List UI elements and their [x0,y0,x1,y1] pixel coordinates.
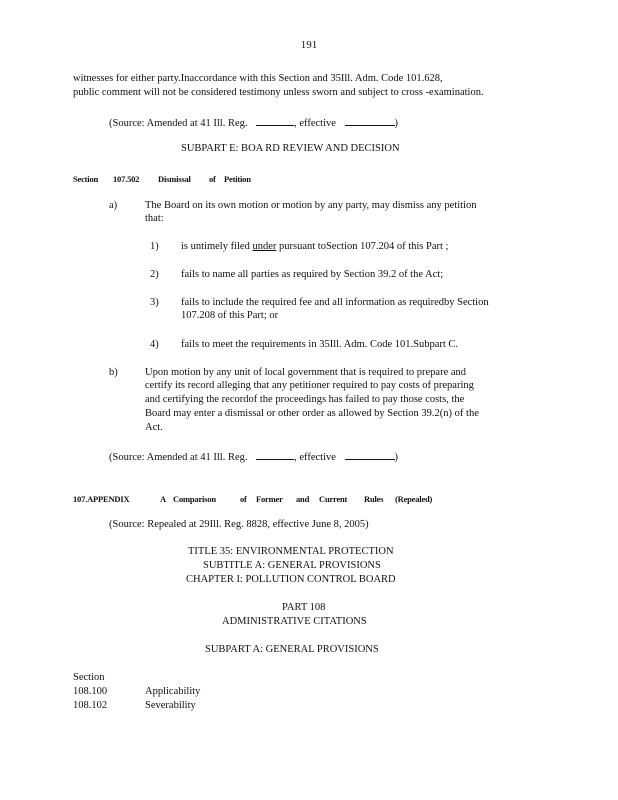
source-prefix: (Source: Amended at 41 Ill. Reg. [109,452,248,463]
item-b-marker: b) [109,367,118,378]
blank-reg-line [256,115,294,126]
sub-item-1-text-b: pursuant toSection 107.204 of this Part ; [276,241,449,252]
section-number: 107.502 [113,174,140,184]
source-amended-1 [109,115,398,131]
appendix-word-rules: Rules [364,494,384,504]
page-number: 191 [300,39,318,51]
section-title-word-1: Dismissal [158,174,191,184]
sub-item-1-marker: 1) [150,241,159,252]
section-title-word-2: of [209,174,216,184]
item-b-line-1: Upon motion by any unit of local government that is required to prepare and [145,367,467,378]
subpart-e-heading: SUBPART E: BOA RD REVIEW AND DECISION [181,143,400,154]
subtitle-line: SUBTITLE A: GENERAL PROVISIONS [203,560,381,571]
part-name-line: ADMINISTRATIVE CITATIONS [222,616,367,627]
toc-row-2-title: Severability [145,700,196,711]
intro-line-2: public comment will not be considered testimony unless sworn and subject to cross -examination. [73,87,484,98]
blank-effective-line [345,115,395,126]
subpart-a-heading: SUBPART A: GENERAL PROVISIONS [205,644,379,655]
section-title-word-3: Petition [224,174,251,184]
source-amended-2 [109,449,398,465]
appendix-word-former: Former [256,494,283,504]
sub-item-1-text-a: is untimely filed [181,241,250,252]
appendix-word-of: of [240,494,247,504]
sub-item-3-marker: 3) [150,297,159,308]
title-line: TITLE 35: ENVIRONMENTAL PROTECTION [188,546,394,557]
item-b-line-4: Board may enter a dismissal or other order as allowed by Section 39.2(n) of the [145,408,479,419]
section-label: Section [73,174,99,184]
blank-effective-line [345,449,395,460]
item-b-line-5: Act. [145,422,163,433]
appendix-word-repealed: (Repealed) [395,494,433,504]
item-a-line-2: that: [145,213,164,224]
source-suffix: ) [394,118,399,129]
item-a-line-1: The Board on its own motion or motion by any party, may dismiss any petition [145,200,477,211]
toc-row-2-num: 108.102 [73,700,108,711]
toc-row-1-title: Applicability [145,686,201,697]
source-middle: , effective [294,452,336,463]
item-a-marker: a) [109,200,118,211]
sub-item-2-text: fails to name all parties as required by Section 39.2 of the Act; [181,269,444,280]
source-suffix: ) [394,452,399,463]
sub-item-2-marker: 2) [150,269,159,280]
appendix-word-current: Current [319,494,348,504]
sub-item-4-text: fails to meet the requirements in 35Ill. Adm. Code 101.Subpart C. [181,339,459,350]
appendix-letter: A [160,494,166,504]
chapter-line: CHAPTER I: POLLUTION CONTROL BOARD [186,574,396,585]
source-prefix: (Source: Amended at 41 Ill. Reg. [109,118,248,129]
intro-line-1: witnesses for either party.Inaccordance with this Section and 35Ill. Adm. Code 101.628, [73,73,443,84]
appendix-word-and: and [296,494,310,504]
appendix-word-comparison: Comparison [173,494,216,504]
item-b-line-2: certify its record alleging that any petitioner required to pay costs of preparing [145,380,474,391]
sub-item-3-line-2: 107.208 of this Part; or [181,310,279,321]
source-middle: , effective [294,118,336,129]
sub-item-3-line-1: fails to include the required fee and all information as requiredby Section [181,297,489,308]
toc-row-1-num: 108.100 [73,686,108,697]
toc-header: Section [73,672,105,683]
blank-reg-line [256,449,294,460]
source-repealed: (Source: Repealed at 29Ill. Reg. 8828, effective June 8, 2005) [109,519,369,530]
item-b-line-3: and certifying the recordof the proceedings has failed to pay those costs, the [145,394,465,405]
sub-item-1-underlined: under [252,241,277,252]
sub-item-1-text [181,240,448,254]
part-line: PART 108 [282,602,326,613]
appendix-code: 107.APPENDIX [73,494,130,504]
sub-item-4-marker: 4) [150,339,159,350]
